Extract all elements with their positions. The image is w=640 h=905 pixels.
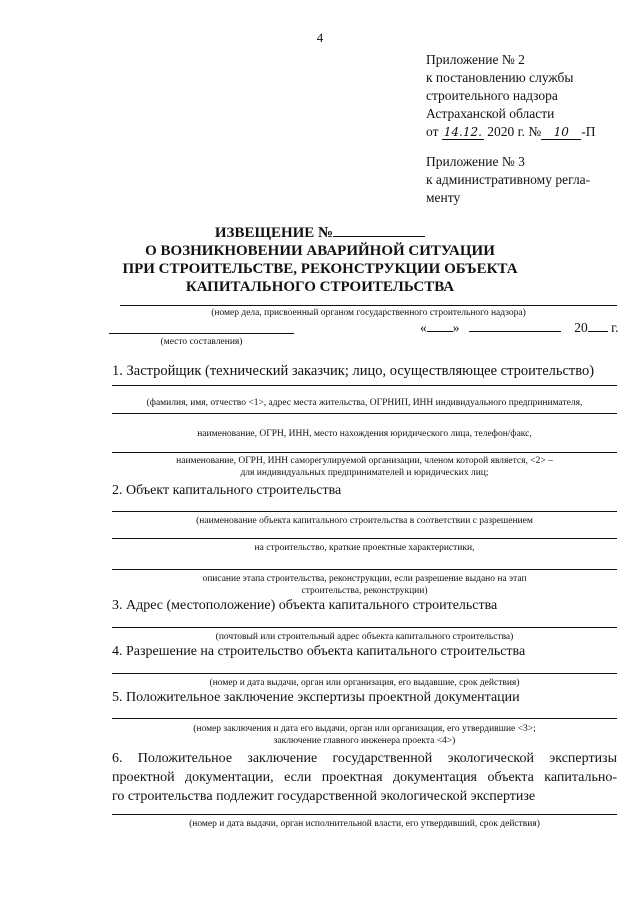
case-number-caption: (номер дела, присвоенный органом государственного строительного надзора) xyxy=(211,308,526,318)
section-1-caption: наименование, ОГРН, ИНН саморегулируемой организации, членом которой является, <2> – xyxy=(176,456,553,466)
section-5-caption: (номер заключения и дата его выдачи, орган или организация, его утвердившие <3>; xyxy=(193,724,536,734)
appendix-2-date-line xyxy=(426,123,596,141)
section-1-heading: 1. Застройщик (технический заказчик; лицо, осуществляющее строительство) xyxy=(112,363,595,379)
section-4-heading: 4. Разрешение на строительство объекта капитального строительства xyxy=(112,644,526,659)
title-line-number xyxy=(0,224,640,242)
section-2-caption: на строительство, краткие проектные характеристики, xyxy=(254,543,475,553)
year-field[interactable] xyxy=(588,331,608,332)
day-field[interactable] xyxy=(427,331,453,332)
appendix-2-line: к постановлению службы xyxy=(426,70,574,85)
handwritten-date: 14.12. xyxy=(443,125,482,139)
section-3-caption: (почтовый или строительный адрес объекта капитального строительства) xyxy=(215,632,514,642)
document-title xyxy=(0,224,640,296)
section-6-line: проектной документации, если проектная документация объекта капитально- xyxy=(112,770,617,785)
section-3-heading: 3. Адрес (местоположение) объекта капитального строительства xyxy=(112,598,498,613)
section-2-caption: (наименование объекта капитального строительства в соответствии с разрешением xyxy=(196,516,533,526)
appendix-2-title: Приложение № 2 xyxy=(426,52,525,67)
object-field[interactable] xyxy=(112,511,617,512)
title-prefix: ИЗВЕЩЕНИЕ № xyxy=(214,225,334,241)
handwritten-number: 10 xyxy=(541,125,581,140)
date-middle: 2020 г. № xyxy=(487,124,542,139)
object-field[interactable] xyxy=(112,569,617,570)
close-quote: » xyxy=(452,320,460,335)
date-fill-line xyxy=(420,320,619,336)
appendix-2-block xyxy=(426,51,596,141)
appendix-2-line: Астраханской области xyxy=(426,106,555,121)
title-line: О ВОЗНИКНОВЕНИИ АВАРИЙНОЙ СИТУАЦИИ xyxy=(145,243,495,259)
ecological-expertise-field[interactable] xyxy=(112,814,617,815)
section-5-caption: заключение главного инженера проекта <4>) xyxy=(273,736,456,746)
section-4-caption: (номер и дата выдачи, орган или организация, его выдавшие, срок действия) xyxy=(209,678,520,688)
section-1-caption: для индивидуальных предпринимателей и юридических лиц; xyxy=(240,468,489,478)
developer-field[interactable] xyxy=(112,385,617,386)
address-field[interactable] xyxy=(112,627,617,628)
developer-field[interactable] xyxy=(112,413,617,414)
section-6-line: 6. Положительное заключение государственной экологической экспертизы xyxy=(112,751,617,766)
date-prefix: от xyxy=(426,124,439,139)
section-2-caption: строительства, реконструкции) xyxy=(301,586,428,596)
section-5-heading: 5. Положительное заключение экспертизы проектной документации xyxy=(112,690,520,705)
section-2-caption: описание этапа строительства, реконструкции, если разрешение выдано на этап xyxy=(202,574,527,584)
notice-number-field[interactable] xyxy=(333,236,425,237)
page-number: 4 xyxy=(316,30,324,45)
title-line: КАПИТАЛЬНОГО СТРОИТЕЛЬСТВА xyxy=(185,279,455,295)
appendix-3-line: к административному регла- xyxy=(426,172,591,187)
number-suffix: -П xyxy=(581,124,596,139)
appendix-2-line: строительного надзора xyxy=(426,88,558,103)
section-6-heading xyxy=(112,749,617,806)
object-field[interactable] xyxy=(112,538,617,539)
section-6-line: го строительства подлежит государственной экологической экспертизе xyxy=(112,789,536,804)
expertise-field[interactable] xyxy=(112,718,617,719)
permit-field[interactable] xyxy=(112,673,617,674)
developer-field[interactable] xyxy=(112,452,617,453)
section-2-heading: 2. Объект капитального строительства xyxy=(112,483,342,498)
month-field[interactable] xyxy=(469,331,561,332)
year-suffix: г. xyxy=(611,320,619,335)
appendix-3-line: менту xyxy=(426,190,461,205)
appendix-3-block xyxy=(426,153,590,207)
year-prefix: 20 xyxy=(574,320,588,335)
place-caption: (место составления) xyxy=(160,337,243,347)
section-6-caption: (номер и дата выдачи, орган исполнительной власти, его утвердивший, срок действия) xyxy=(189,819,540,829)
section-1-caption: (фамилия, имя, отчество <1>, адрес места жительства, ОГРНИП, ИНН индивидуального предпринимателя, xyxy=(146,398,583,408)
appendix-3-title: Приложение № 3 xyxy=(426,154,525,169)
open-quote: « xyxy=(420,320,427,335)
place-field[interactable] xyxy=(109,333,294,334)
title-line: ПРИ СТРОИТЕЛЬСТВЕ, РЕКОНСТРУКЦИИ ОБЪЕКТА xyxy=(122,261,518,277)
section-1-caption: наименование, ОГРН, ИНН, место нахождения юридического лица, телефон/факс, xyxy=(197,429,532,439)
case-number-field[interactable] xyxy=(120,305,617,306)
